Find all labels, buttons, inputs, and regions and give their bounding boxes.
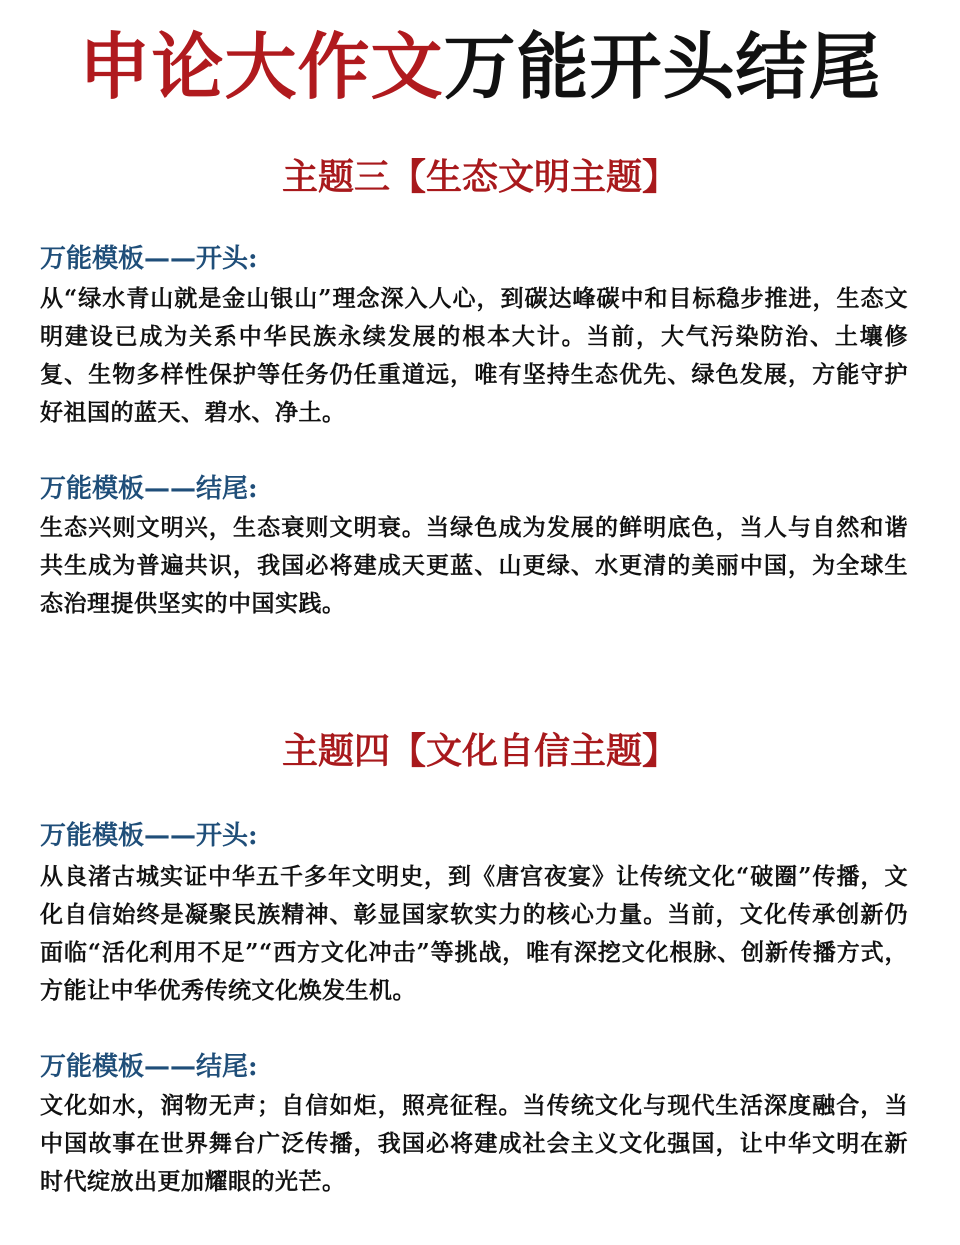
ending-template-text: 文化如水，润物无声；自信如炬，照亮征程。当传统文化与现代生活深度融合，当中国故事在世界舞台广泛传播，我国必将建成社会主义文化强国，让中华文明在新时代绽放出更加耀眼的光芒。 [40, 1092, 908, 1195]
ending-template-text: 生态兴则文明兴，生态衰则文明衰。当绿色成为发展的鲜明底色，当人与自然和谐共生成为普遍共识，我国必将建成天更蓝、山更绿、水更清的美丽中国，为全球生态治理提供坚实的中国实践。 [40, 514, 908, 617]
ending-template-heading: 万能模板——结尾: [40, 474, 258, 504]
ending-template-heading: 万能模板——结尾: [40, 1052, 258, 1082]
page-title-red-part: 申论大作文 [78, 25, 444, 109]
opening-template-heading: 万能模板——开头: [40, 244, 258, 274]
opening-template-text: 从“绿水青山就是金山银山”理念深入人心，到碳达峰碳中和目标稳步推进，生态文明建设已成为关系中华民族永续发展的根本大计。当前，大气污染防治、土壤修复、生物多样性保护等任务仍任重道远，唯有坚持生态优先、绿色发展，方能守护好祖国的蓝天、碧水、净土。 [40, 285, 908, 426]
theme-title: 主题三【生态文明主题】 [281, 157, 678, 198]
opening-template-heading: 万能模板——开头: [40, 821, 258, 851]
page-title [0, 22, 960, 112]
section-culture [0, 728, 960, 776]
opening-template-text: 从良渚古城实证中华五千多年文明史，到《唐宫夜宴》让传统文化“破圈”传播，文化自信始终是凝聚民族精神、彰显国家软实力的核心力量。当前，文化传承创新仍面临“活化利用不足”“西方文化冲击”等挑战，唯有深挖文化根脉、创新传播方式，方能让中华优秀传统文化焕发生机。 [40, 863, 908, 1004]
section-ecology [0, 154, 960, 202]
theme-title: 主题四【文化自信主题】 [281, 731, 678, 772]
page-title-black-part: 万能开头结尾 [443, 25, 882, 109]
